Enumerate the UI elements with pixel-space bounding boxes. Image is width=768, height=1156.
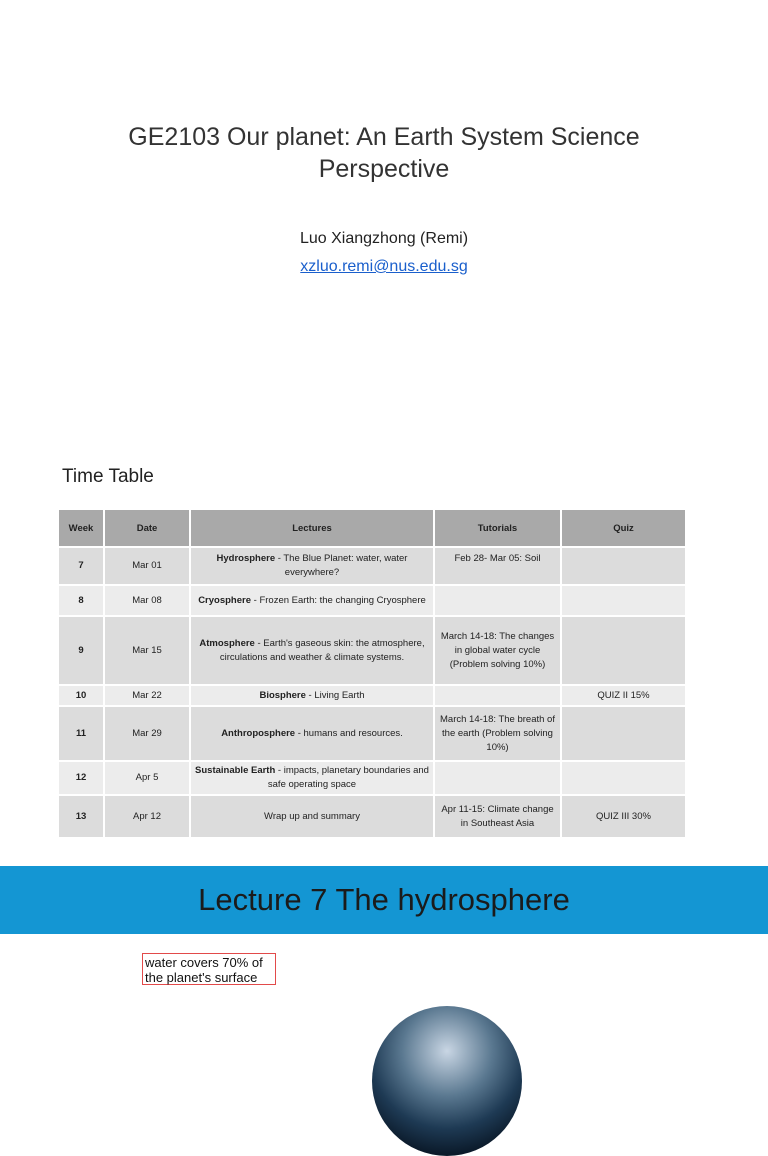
- tutorial-cell: Feb 28- Mar 05: Soil: [434, 547, 561, 585]
- tutorial-cell: [434, 761, 561, 795]
- lecture-description: - The Blue Planet: water, water everywhere?: [275, 553, 408, 578]
- author-name: Luo Xiangzhong (Remi): [299, 230, 469, 247]
- tutorial-cell: March 14-18: The breath of the earth (Problem solving 10%): [434, 706, 561, 761]
- lecture-cell: [190, 585, 434, 616]
- lecture-cell: [190, 616, 434, 685]
- week-cell: 7: [58, 547, 104, 585]
- week-cell: 13: [58, 795, 104, 838]
- lecture-cell: [190, 761, 434, 795]
- header-quiz: Quiz: [561, 509, 686, 547]
- water-callout: water covers 70% of the planet's surface: [142, 953, 276, 985]
- lecture-description: - humans and resources.: [295, 727, 403, 739]
- table-row: [58, 795, 686, 838]
- tutorial-cell: [434, 685, 561, 706]
- quiz-cell: [561, 616, 686, 685]
- tutorial-cell: [434, 585, 561, 616]
- lecture-cell: [190, 795, 434, 838]
- lecture-banner: Lecture 7 The hydrosphere: [0, 866, 768, 934]
- header-week: Week: [58, 509, 104, 547]
- table-row: [58, 761, 686, 795]
- quiz-cell: QUIZ II 15%: [561, 685, 686, 706]
- timetable-header-row: [58, 509, 686, 547]
- lecture-topic: Sustainable Earth: [195, 765, 276, 776]
- quiz-cell: [561, 706, 686, 761]
- title-slide: [0, 0, 768, 440]
- lecture-description: - Earth's gaseous skin: the atmosphere, circulations and weather & climate systems.: [219, 637, 425, 663]
- date-cell: Mar 22: [104, 685, 190, 706]
- header-date: Date: [104, 509, 190, 547]
- table-row: [58, 706, 686, 761]
- date-cell: Mar 15: [104, 616, 190, 685]
- table-row: [58, 547, 686, 585]
- header-tutorials: Tutorials: [434, 509, 561, 547]
- tutorial-cell: Apr 11-15: Climate change in Southeast Asia: [434, 795, 561, 838]
- table-row: [58, 585, 686, 616]
- lecture-topic: Biosphere: [259, 689, 306, 701]
- lecture-cell: [190, 685, 434, 706]
- tutorial-cell: March 14-18: The changes in global water cycle (Problem solving 10%): [434, 616, 561, 685]
- date-cell: Mar 29: [104, 706, 190, 761]
- week-cell: 10: [58, 685, 104, 706]
- lecture-topic: Hydrosphere: [216, 553, 276, 564]
- lecture-topic: Cryosphere: [198, 594, 251, 606]
- timetable-title: Time Table: [62, 466, 154, 487]
- timetable: [57, 508, 687, 839]
- course-title: GE2103 Our planet: An Earth System Science Perspective: [128, 123, 640, 183]
- table-row: [58, 685, 686, 706]
- lecture-topic: Atmosphere: [199, 637, 255, 649]
- quiz-cell: [561, 761, 686, 795]
- lecture-topic: Anthroposphere: [221, 727, 296, 739]
- week-cell: 9: [58, 616, 104, 685]
- quiz-cell: [561, 547, 686, 585]
- lecture-description: Wrap up and summary: [264, 810, 360, 822]
- date-cell: Apr 12: [104, 795, 190, 838]
- lecture-description: - impacts, planetary boundaries and safe operating space: [267, 765, 429, 790]
- quiz-cell: QUIZ III 30%: [561, 795, 686, 838]
- lecture-description: - Living Earth: [305, 689, 365, 701]
- lecture-cell: [190, 547, 434, 585]
- author-email-link[interactable]: xzluo.remi@nus.edu.sg: [300, 258, 468, 275]
- date-cell: Mar 08: [104, 585, 190, 616]
- quiz-cell: [561, 585, 686, 616]
- date-cell: Apr 5: [104, 761, 190, 795]
- table-row: [58, 616, 686, 685]
- lecture-description: - Frozen Earth: the changing Cryosphere: [251, 594, 426, 606]
- week-cell: 8: [58, 585, 104, 616]
- header-lectures: Lectures: [190, 509, 434, 547]
- earth-globe-image: [372, 1006, 522, 1156]
- week-cell: 12: [58, 761, 104, 795]
- week-cell: 11: [58, 706, 104, 761]
- lecture-cell: [190, 706, 434, 761]
- date-cell: Mar 01: [104, 547, 190, 585]
